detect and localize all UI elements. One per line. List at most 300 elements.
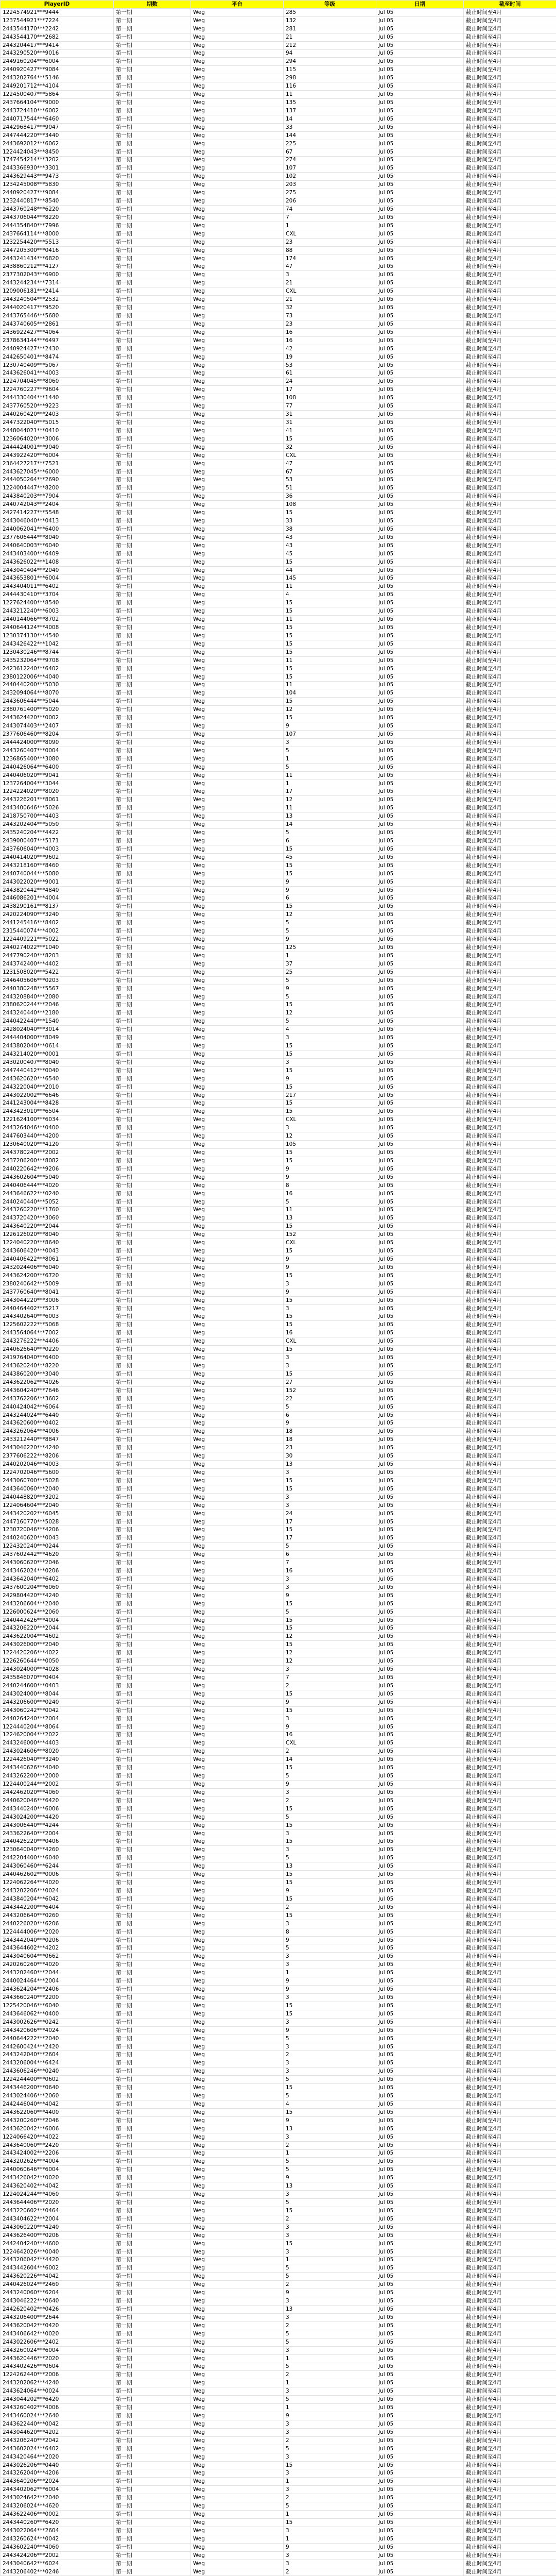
table-row: [1, 1674, 556, 1682]
table-row: [1, 1026, 556, 1034]
period-cell: 第一期: [114, 2428, 191, 2436]
player-id-cell: 2443366930***3301: [1, 164, 114, 173]
period-cell: 第一期: [114, 2018, 191, 2026]
date-cell: Jul 05: [376, 320, 464, 328]
table-row: [1, 1534, 556, 1543]
date-cell: Jul 05: [376, 2560, 464, 2568]
period-cell: 第一期: [114, 1764, 191, 1772]
deadline-cell: 截止时间至4月: [464, 878, 556, 886]
table-row: [1, 1666, 556, 1674]
level-cell: 3: [284, 1469, 376, 1477]
level-cell: 5: [284, 1608, 376, 1616]
date-cell: Jul 05: [376, 927, 464, 936]
period-cell: 第一期: [114, 821, 191, 829]
period-cell: 第一期: [114, 1034, 191, 1042]
period-cell: 第一期: [114, 1715, 191, 1723]
player-id-cell: 2440274022***1040: [1, 944, 114, 952]
player-id-cell: 2440060646***6004: [1, 2166, 114, 2174]
platform-cell: Weg: [191, 919, 284, 927]
deadline-cell: 截止时间至4月: [464, 1165, 556, 1173]
date-cell: Jul 05: [376, 1518, 464, 1526]
table-row: [1, 2215, 556, 2223]
date-cell: Jul 05: [376, 2207, 464, 2215]
table-row: [1, 1928, 556, 1936]
table-row: [1, 1961, 556, 1969]
player-id-cell: 1227624400***8540: [1, 599, 114, 607]
period-cell: 第一期: [114, 2486, 191, 2494]
period-cell: 第一期: [114, 960, 191, 968]
player-id-cell: 2377606444***8040: [1, 533, 114, 541]
platform-cell: Weg: [191, 968, 284, 976]
level-cell: 9: [284, 1698, 376, 1706]
table-row: [1, 1788, 556, 1797]
deadline-cell: 截止时间至4月: [464, 1001, 556, 1009]
player-id-cell: 2443640206***2024: [1, 2478, 114, 2486]
player-id-cell: 2443762206***3602: [1, 1395, 114, 1403]
player-id-cell: 1224702046***5600: [1, 1469, 114, 1477]
date-cell: Jul 05: [376, 517, 464, 526]
deadline-cell: 截止时间至4月: [464, 1436, 556, 1444]
date-cell: Jul 05: [376, 533, 464, 541]
deadline-cell: 截止时间至4月: [464, 468, 556, 476]
date-cell: Jul 05: [376, 1846, 464, 1854]
date-cell: Jul 05: [376, 493, 464, 501]
table-row: [1, 189, 556, 197]
period-cell: 第一期: [114, 2412, 191, 2420]
period-cell: 第一期: [114, 1633, 191, 1641]
period-cell: 第一期: [114, 1026, 191, 1034]
deadline-cell: 截止时间至4月: [464, 206, 556, 214]
deadline-cell: 截止时间至4月: [464, 1263, 556, 1272]
table-row: [1, 427, 556, 435]
player-id-cell: 2443402062***6004: [1, 2486, 114, 2494]
period-cell: 第一期: [114, 2478, 191, 2486]
table-row: [1, 1231, 556, 1239]
date-cell: Jul 05: [376, 1362, 464, 1370]
table-row: [1, 2108, 556, 2116]
period-cell: 第一期: [114, 501, 191, 509]
deadline-cell: 截止时间至4月: [464, 1256, 556, 1264]
date-cell: Jul 05: [376, 665, 464, 673]
platform-cell: Weg: [191, 49, 284, 58]
table-row: [1, 1018, 556, 1026]
player-id-cell: 2440414020***9602: [1, 853, 114, 861]
player-id-cell: 2443202460***2044: [1, 1969, 114, 1977]
player-id-cell: 2443406642***0020: [1, 2330, 114, 2338]
deadline-cell: 截止时间至4月: [464, 148, 556, 156]
platform-cell: Weg: [191, 870, 284, 878]
period-cell: 第一期: [114, 1748, 191, 1756]
deadline-cell: 截止时间至4月: [464, 1690, 556, 1698]
level-cell: 13: [284, 1214, 376, 1223]
period-cell: 第一期: [114, 1862, 191, 1871]
platform-cell: Weg: [191, 1510, 284, 1518]
date-cell: Jul 05: [376, 2404, 464, 2412]
platform-cell: Weg: [191, 1018, 284, 1026]
platform-cell: Weg: [191, 2297, 284, 2306]
platform-cell: Weg: [191, 181, 284, 189]
period-cell: 第一期: [114, 1698, 191, 1706]
deadline-cell: 截止时间至4月: [464, 1288, 556, 1296]
platform-cell: Weg: [191, 1788, 284, 1797]
date-cell: Jul 05: [376, 1141, 464, 1149]
player-id-cell: 1747454214***3202: [1, 156, 114, 164]
period-cell: 第一期: [114, 837, 191, 845]
date-cell: Jul 05: [376, 394, 464, 402]
table-row: [1, 156, 556, 164]
level-cell: 5: [284, 2338, 376, 2346]
date-cell: Jul 05: [376, 279, 464, 287]
platform-cell: Weg: [191, 58, 284, 66]
table-row: [1, 2191, 556, 2199]
player-id-cell: 2437760640***8041: [1, 1288, 114, 1296]
player-id-cell: 2440644222***2040: [1, 2035, 114, 2043]
deadline-cell: 截止时间至4月: [464, 2289, 556, 2297]
date-cell: Jul 05: [376, 2371, 464, 2379]
deadline-cell: 截止时间至4月: [464, 689, 556, 698]
period-cell: 第一期: [114, 2067, 191, 2076]
period-cell: 第一期: [114, 1723, 191, 1731]
period-cell: 第一期: [114, 1641, 191, 1649]
level-cell: 33: [284, 123, 376, 131]
period-cell: 第一期: [114, 2363, 191, 2371]
level-cell: 15: [284, 640, 376, 648]
period-cell: 第一期: [114, 509, 191, 517]
table-row: [1, 747, 556, 755]
player-id-cell: 2444424000***8090: [1, 738, 114, 747]
player-id-cell: 2442620402***0426: [1, 2306, 114, 2314]
level-cell: 9: [284, 722, 376, 731]
table-row: [1, 451, 556, 460]
platform-cell: Weg: [191, 66, 284, 74]
date-cell: Jul 05: [376, 1977, 464, 1986]
table-row: [1, 517, 556, 526]
player-id-cell: 2443262200***2000: [1, 1772, 114, 1781]
player-id-cell: 2443204417***9414: [1, 41, 114, 49]
level-cell: CXL: [284, 1116, 376, 1124]
level-cell: 16: [284, 1329, 376, 1337]
platform-cell: Weg: [191, 197, 284, 206]
date-cell: Jul 05: [376, 123, 464, 131]
player-id-cell: 2443622060***4400: [1, 2108, 114, 2116]
table-row: [1, 1657, 556, 1666]
player-id-cell: 2420224090***3240: [1, 911, 114, 919]
period-cell: 第一期: [114, 1436, 191, 1444]
deadline-cell: 截止时间至4月: [464, 1608, 556, 1616]
period-cell: 第一期: [114, 1001, 191, 1009]
table-row: [1, 484, 556, 493]
period-cell: 第一期: [114, 1911, 191, 1920]
table-row: [1, 1444, 556, 1452]
period-cell: 第一期: [114, 706, 191, 714]
player-id-cell: 2443860200***3040: [1, 1370, 114, 1378]
platform-cell: Weg: [191, 2519, 284, 2527]
date-cell: Jul 05: [376, 829, 464, 837]
deadline-cell: 截止时间至4月: [464, 1624, 556, 1633]
platform-cell: Weg: [191, 2461, 284, 2469]
deadline-cell: 截止时间至4月: [464, 25, 556, 33]
deadline-cell: 截止时间至4月: [464, 238, 556, 246]
period-cell: 第一期: [114, 1141, 191, 1149]
platform-cell: Weg: [191, 1066, 284, 1075]
table-row: [1, 1157, 556, 1165]
deadline-cell: 截止时间至4月: [464, 2231, 556, 2240]
table-row: [1, 197, 556, 206]
player-id-cell: 1236865400***3080: [1, 755, 114, 763]
table-row: [1, 16, 556, 25]
platform-cell: Weg: [191, 2018, 284, 2026]
table-row: [1, 1296, 556, 1304]
level-cell: 5: [284, 976, 376, 985]
period-cell: 第一期: [114, 1829, 191, 1838]
platform-cell: Weg: [191, 2059, 284, 2067]
player-id-cell: 2443440260***6420: [1, 2519, 114, 2527]
player-id-cell: 2443606420***0043: [1, 1247, 114, 1256]
table-row: [1, 1723, 556, 1731]
date-cell: Jul 05: [376, 2256, 464, 2264]
level-cell: 11: [284, 681, 376, 689]
period-cell: 第一期: [114, 1813, 191, 1821]
table-row: [1, 919, 556, 927]
period-cell: 第一期: [114, 1944, 191, 1953]
date-cell: Jul 05: [376, 755, 464, 763]
level-cell: 3: [284, 1493, 376, 1501]
level-cell: 18: [284, 1436, 376, 1444]
platform-cell: Weg: [191, 2108, 284, 2116]
level-cell: 3: [284, 2486, 376, 2494]
table-row: [1, 1969, 556, 1977]
platform-cell: Weg: [191, 99, 284, 107]
date-cell: Jul 05: [376, 632, 464, 640]
platform-cell: Weg: [191, 1173, 284, 1181]
date-cell: Jul 05: [376, 2026, 464, 2035]
deadline-cell: 截止时间至4月: [464, 2543, 556, 2551]
table-row: [1, 2223, 556, 2231]
level-cell: 1: [284, 2149, 376, 2158]
platform-cell: Weg: [191, 501, 284, 509]
player-id-cell: 2443046220***4240: [1, 1444, 114, 1452]
period-cell: 第一期: [114, 1682, 191, 1690]
level-cell: 15: [284, 1149, 376, 1157]
player-id-cell: 1234245008***5830: [1, 181, 114, 189]
table-row: [1, 837, 556, 845]
platform-cell: Weg: [191, 1674, 284, 1682]
level-cell: 15: [284, 648, 376, 656]
player-id-cell: 1225420046***6040: [1, 2002, 114, 2010]
deadline-cell: 截止时间至4月: [464, 1370, 556, 1378]
table-row: [1, 1042, 556, 1050]
level-cell: 15: [284, 2010, 376, 2018]
period-cell: 第一期: [114, 2297, 191, 2306]
table-row: [1, 1272, 556, 1280]
deadline-cell: 截止时间至4月: [464, 1304, 556, 1313]
date-cell: Jul 05: [376, 698, 464, 706]
period-cell: 第一期: [114, 296, 191, 304]
platform-cell: Weg: [191, 624, 284, 632]
player-id-cell: 2440260420***2403: [1, 411, 114, 419]
level-cell: 104: [284, 689, 376, 698]
table-row: [1, 1124, 556, 1132]
deadline-cell: 截止时间至4月: [464, 1469, 556, 1477]
date-cell: Jul 05: [376, 1165, 464, 1173]
player-id-cell: 2440406020***9041: [1, 771, 114, 779]
player-id-cell: 2443260407***0004: [1, 747, 114, 755]
deadline-cell: 截止时间至4月: [464, 2240, 556, 2248]
level-cell: 15: [284, 1526, 376, 1534]
deadline-cell: 截止时间至4月: [464, 99, 556, 107]
deadline-cell: 截止时间至4月: [464, 1362, 556, 1370]
date-cell: Jul 05: [376, 501, 464, 509]
deadline-cell: 截止时间至4月: [464, 665, 556, 673]
table-row: [1, 1895, 556, 1903]
period-cell: 第一期: [114, 2289, 191, 2297]
date-cell: Jul 05: [376, 2502, 464, 2511]
table-row: [1, 1600, 556, 1608]
level-cell: 2: [284, 2321, 376, 2330]
deadline-cell: 截止时间至4月: [464, 1575, 556, 1584]
period-cell: 第一期: [114, 1321, 191, 1329]
player-id-cell: 2443046222***0640: [1, 2297, 114, 2306]
date-cell: Jul 05: [376, 2321, 464, 2330]
deadline-cell: 截止时间至4月: [464, 1805, 556, 1813]
deadline-cell: 截止时间至4月: [464, 1108, 556, 1116]
level-cell: 15: [284, 2207, 376, 2215]
table-row: [1, 591, 556, 599]
player-id-cell: 2440644124***4008: [1, 624, 114, 632]
table-row: [1, 1641, 556, 1649]
table-row: [1, 2338, 556, 2346]
deadline-cell: 截止时间至4月: [464, 1731, 556, 1739]
player-id-cell: 2443040604***0662: [1, 1953, 114, 1961]
date-cell: Jul 05: [376, 1772, 464, 1781]
date-cell: Jul 05: [376, 66, 464, 74]
deadline-cell: 截止时间至4月: [464, 1854, 556, 1862]
table-row: [1, 2199, 556, 2207]
player-id-cell: 2442600424***2420: [1, 2043, 114, 2051]
player-id-cell: 2443060460***6244: [1, 1862, 114, 1871]
deadline-cell: 截止时间至4月: [464, 1756, 556, 1764]
table-row: [1, 33, 556, 41]
platform-cell: Weg: [191, 731, 284, 739]
player-id-cell: 2443022064***2604: [1, 2527, 114, 2535]
platform-cell: Weg: [191, 1895, 284, 1903]
platform-cell: Weg: [191, 771, 284, 779]
date-cell: Jul 05: [376, 1395, 464, 1403]
date-cell: Jul 05: [376, 296, 464, 304]
date-cell: Jul 05: [376, 1173, 464, 1181]
table-row: [1, 2354, 556, 2363]
period-cell: 第一期: [114, 419, 191, 427]
header-date: 日期: [376, 1, 464, 9]
platform-cell: Weg: [191, 2191, 284, 2199]
table-row: [1, 2330, 556, 2338]
player-id-cell: 2447322040***5015: [1, 419, 114, 427]
date-cell: Jul 05: [376, 328, 464, 336]
table-row: [1, 411, 556, 419]
platform-cell: Weg: [191, 386, 284, 394]
player-id-cell: 2443840203***7904: [1, 493, 114, 501]
date-cell: Jul 05: [376, 1296, 464, 1304]
platform-cell: Weg: [191, 1346, 284, 1354]
period-cell: 第一期: [114, 2240, 191, 2248]
level-cell: 15: [284, 1895, 376, 1903]
platform-cell: Weg: [191, 1887, 284, 1895]
date-cell: Jul 05: [376, 1567, 464, 1575]
player-id-cell: 2447444220***3440: [1, 131, 114, 140]
platform-cell: Weg: [191, 2067, 284, 2076]
table-row: [1, 541, 556, 550]
player-id-cell: 1232254420***5513: [1, 238, 114, 246]
deadline-cell: 截止时间至4月: [464, 8, 556, 16]
platform-cell: Weg: [191, 1526, 284, 1534]
date-cell: Jul 05: [376, 1706, 464, 1715]
player-id-cell: 2433212440***8847: [1, 1436, 114, 1444]
date-cell: Jul 05: [376, 2363, 464, 2371]
period-cell: 第一期: [114, 771, 191, 779]
level-cell: 4: [284, 2100, 376, 2109]
period-cell: 第一期: [114, 255, 191, 263]
level-cell: 1: [284, 755, 376, 763]
player-id-cell: 2440426064***6400: [1, 763, 114, 771]
table-row: [1, 2125, 556, 2133]
period-cell: 第一期: [114, 1173, 191, 1181]
table-row: [1, 1001, 556, 1009]
table-row: [1, 1706, 556, 1715]
table-row: [1, 1551, 556, 1559]
deadline-cell: 截止时间至4月: [464, 788, 556, 796]
player-id-cell: 2443620226***4042: [1, 2273, 114, 2281]
table-row: [1, 213, 556, 222]
deadline-cell: 截止时间至4月: [464, 1526, 556, 1534]
deadline-cell: 截止时间至4月: [464, 2084, 556, 2092]
table-row: [1, 616, 556, 624]
period-cell: 第一期: [114, 2059, 191, 2067]
period-cell: 第一期: [114, 2519, 191, 2527]
level-cell: 15: [284, 1616, 376, 1624]
date-cell: Jul 05: [376, 2051, 464, 2059]
period-cell: 第一期: [114, 2313, 191, 2321]
level-cell: 2: [284, 1903, 376, 1911]
level-cell: CXL: [284, 1239, 376, 1247]
platform-cell: Weg: [191, 1469, 284, 1477]
deadline-cell: 截止时间至4月: [464, 304, 556, 312]
deadline-cell: 截止时间至4月: [464, 1149, 556, 1157]
date-cell: Jul 05: [376, 2313, 464, 2321]
level-cell: CXL: [284, 287, 376, 296]
table-row: [1, 230, 556, 238]
date-cell: Jul 05: [376, 255, 464, 263]
deadline-cell: 截止时间至4月: [464, 369, 556, 378]
level-cell: 9: [284, 1419, 376, 1428]
period-cell: 第一期: [114, 779, 191, 788]
period-cell: 第一期: [114, 927, 191, 936]
table-row: [1, 1461, 556, 1469]
period-cell: 第一期: [114, 985, 191, 993]
date-cell: Jul 05: [376, 2568, 464, 2576]
level-cell: 18: [284, 1428, 376, 1436]
level-cell: 3: [284, 738, 376, 747]
table-row: [1, 1903, 556, 1911]
period-cell: 第一期: [114, 2256, 191, 2264]
deadline-cell: 截止时间至4月: [464, 738, 556, 747]
deadline-cell: 截止时间至4月: [464, 1493, 556, 1501]
date-cell: Jul 05: [376, 1256, 464, 1264]
deadline-cell: 截止时间至4月: [464, 804, 556, 812]
player-id-cell: 2443024406***2060: [1, 2092, 114, 2100]
platform-cell: Weg: [191, 411, 284, 419]
period-cell: 第一期: [114, 1608, 191, 1616]
player-id-cell: 2438860212***4127: [1, 263, 114, 271]
